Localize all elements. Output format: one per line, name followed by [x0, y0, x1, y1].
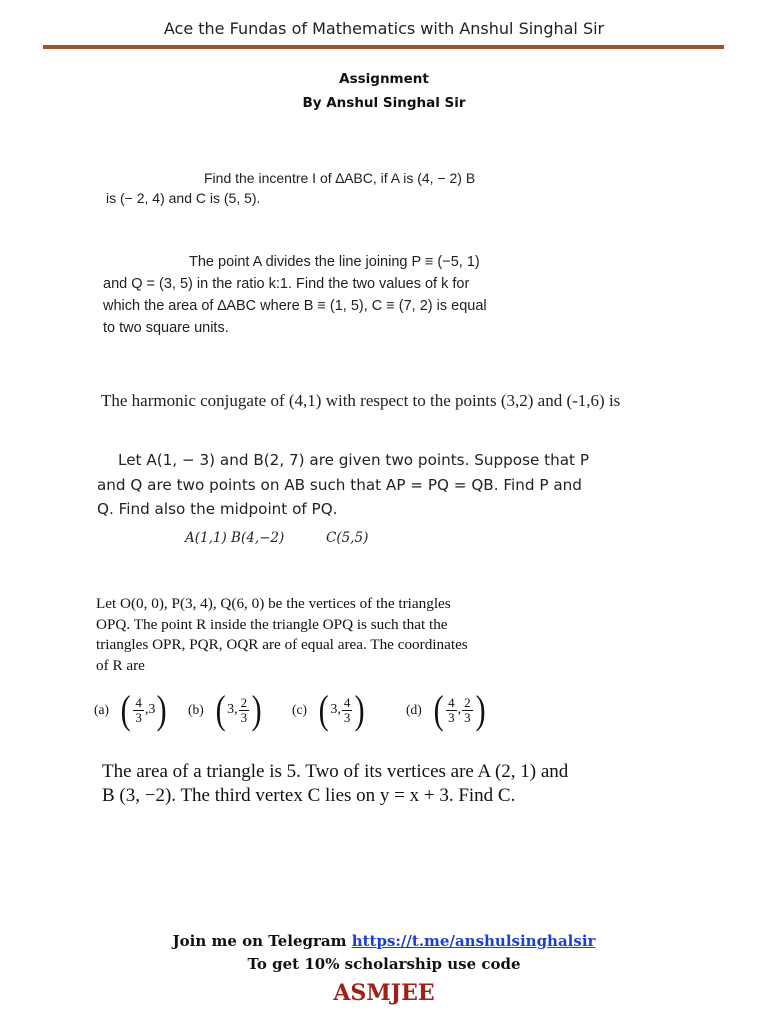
points-a-b: A(1,1) B(4,−2) — [185, 530, 285, 546]
question-line: of R are — [96, 656, 145, 674]
fraction-numerator: 4 — [448, 694, 455, 710]
fraction-denominator: 3 — [464, 709, 471, 725]
question-line: Q. Find also the midpoint of PQ. — [97, 500, 338, 518]
option-a — [94, 688, 169, 732]
question-third-vertex — [102, 760, 622, 808]
paren-close: ) — [251, 687, 262, 732]
fraction-numerator: 4 — [343, 694, 351, 710]
paren-open: ( — [318, 687, 329, 732]
question-line: OPQ. The point R inside the triangle OPQ is such that the — [96, 615, 448, 633]
question-line: The area of a triangle is 5. Two of its vertices are A (2, 1) and — [102, 761, 569, 782]
question-line: to two square units. — [103, 320, 229, 336]
question-line: The point A divides the line joining P ≡ (−5, 1) — [189, 254, 480, 270]
fraction-numerator: 2 — [240, 694, 248, 710]
fraction — [462, 696, 473, 725]
question-line: Let A(1, − 3) and B(2, 7) are given two points. Suppose that P — [118, 451, 589, 469]
footer-promo-code: ASMJEE — [333, 980, 435, 1006]
comma: , — [457, 702, 462, 717]
fraction — [133, 696, 144, 725]
telegram-link[interactable]: https://t.me/anshulsinghalsir — [351, 932, 596, 950]
comma: , — [337, 702, 341, 717]
fraction — [239, 696, 250, 725]
point-c: C(5,5) — [326, 530, 369, 546]
fraction-numerator: 2 — [464, 694, 471, 710]
option-c — [292, 688, 367, 732]
question-equal-area-point — [96, 594, 496, 676]
fraction — [446, 696, 457, 725]
question-ratio-area — [103, 251, 523, 339]
fraction-denominator: 3 — [343, 709, 351, 725]
paren-open: ( — [120, 687, 131, 732]
footer-telegram — [0, 932, 768, 950]
paren-open: ( — [433, 687, 444, 732]
question-line: which the area of ∆ABC where B ≡ (1, 5), C ≡ (7, 2) is equal — [103, 298, 487, 314]
option-b — [188, 688, 263, 732]
assignment-author: By Anshul Singhal Sir — [302, 95, 466, 111]
option-label: (c) — [292, 702, 307, 717]
header-divider — [43, 45, 724, 49]
comma: , — [234, 702, 238, 717]
question-line: Let O(0, 0), P(3, 4), Q(6, 0) be the vertices of the triangles — [96, 595, 451, 612]
footer-scholarship-text: To get 10% scholarship use code — [247, 955, 521, 973]
question-harmonic-conjugate: The harmonic conjugate of (4,1) with respect to the points (3,2) and (-1,6) is — [101, 391, 621, 410]
option-label: (b) — [188, 702, 204, 717]
question-trisection — [97, 448, 657, 522]
question-line: B (3, −2). The third vertex C lies on y = x + 3. Find C. — [102, 785, 516, 806]
page-header-title: Ace the Fundas of Mathematics with Anshul Singhal Sir — [163, 19, 605, 38]
coordinate-value: 3 — [227, 702, 235, 717]
paren-open: ( — [215, 687, 226, 732]
fraction-denominator: 3 — [135, 709, 142, 725]
assignment-title: Assignment — [339, 71, 429, 87]
fraction-numerator: 4 — [135, 694, 142, 710]
paren-close: ) — [354, 687, 365, 732]
coordinate-value: 3 — [330, 702, 338, 717]
question-line: Find the incentre I of ∆ABC, if A is (4, − 2) B — [204, 170, 476, 186]
question-line: triangles OPR, PQR, OQR are of equal area. The coordinates — [96, 636, 468, 653]
fraction-denominator: 3 — [448, 709, 455, 725]
question-incentre — [106, 168, 506, 208]
option-label: (a) — [94, 702, 109, 717]
comma: , — [144, 702, 149, 717]
option-d — [406, 688, 487, 732]
question-line: and Q = (3, 5) in the ratio k:1. Find the two values of k for — [103, 276, 470, 292]
paren-close: ) — [156, 687, 167, 732]
telegram-prefix: Join me on Telegram — [172, 932, 352, 950]
coordinate-value: 3 — [148, 702, 156, 717]
question-line: is (− 2, 4) and C is (5, 5). — [106, 190, 261, 206]
option-label: (d) — [406, 702, 422, 717]
answer-options — [94, 688, 514, 732]
fraction-denominator: 3 — [240, 709, 248, 725]
question-line: and Q are two points on AB such that AP = PQ = QB. Find P and — [97, 475, 582, 494]
fraction — [342, 696, 353, 725]
paren-close: ) — [475, 687, 486, 732]
